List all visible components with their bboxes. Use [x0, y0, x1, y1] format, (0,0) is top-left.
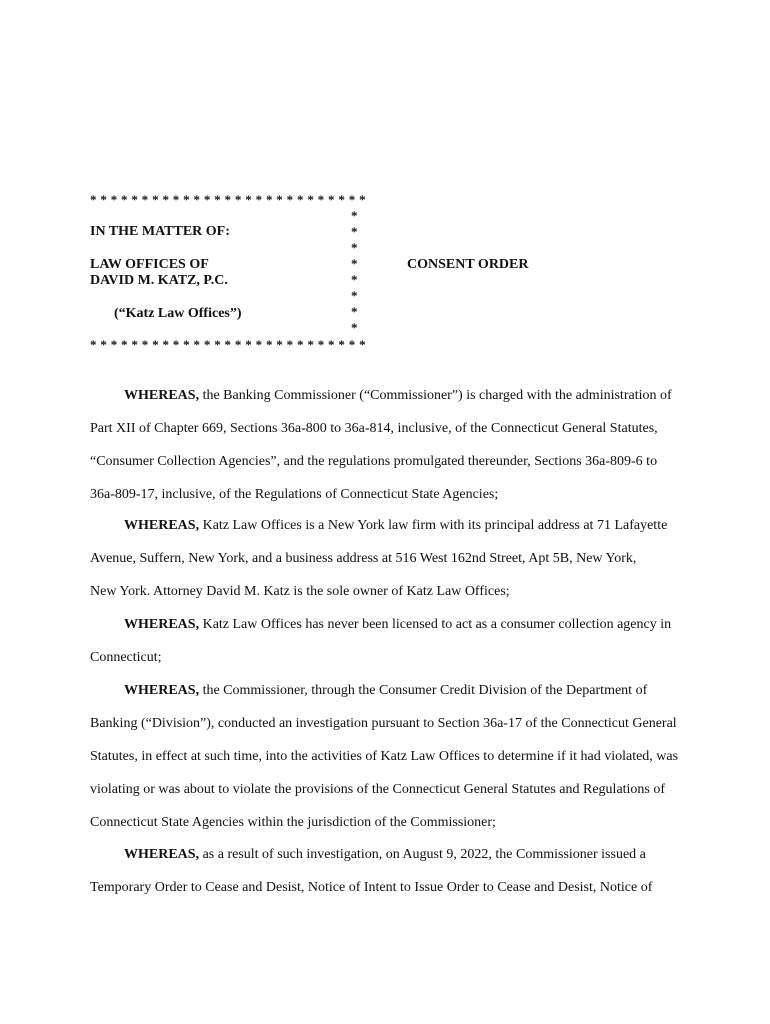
caption-divider-star: *: [351, 256, 358, 271]
paragraph-line: violating or was about to violate the provisions of the Connecticut General Statutes and Regulations of: [90, 782, 666, 797]
whereas-lead: WHEREAS,: [124, 847, 200, 862]
paragraph-line: WHEREAS, the Banking Commissioner (“Commissioner”) is charged with the administration of: [124, 388, 672, 403]
whereas-lead: WHEREAS,: [124, 617, 200, 632]
caption-divider-star: *: [351, 304, 358, 319]
document-title: CONSENT ORDER: [407, 257, 529, 272]
respondent-short-name: (“Katz Law Offices”): [114, 306, 242, 321]
paragraph-line: WHEREAS, Katz Law Offices has never been licensed to act as a consumer collection agency in: [124, 617, 672, 632]
paragraph-line: Temporary Order to Cease and Desist, Notice of Intent to Issue Order to Cease and Desist, Notice of: [90, 880, 653, 895]
caption-divider-star: *: [351, 320, 358, 335]
caption-bottom-border: * * * * * * * * * * * * * * * * * * * * * * * * * * *: [90, 337, 366, 352]
paragraph-line: New York. Attorney David M. Katz is the sole owner of Katz Law Offices;: [90, 584, 510, 599]
respondent-name-line2: DAVID M. KATZ, P.C.: [90, 273, 228, 288]
respondent-name-line1: LAW OFFICES OF: [90, 257, 209, 272]
caption-divider-star: *: [351, 208, 358, 223]
paragraph-line: Banking (“Division”), conducted an investigation pursuant to Section 36a-17 of the Connecticut General: [90, 716, 677, 731]
whereas-lead: WHEREAS,: [124, 388, 200, 403]
paragraph-line: Statutes, in effect at such time, into the activities of Katz Law Offices to determine if it had violated, was: [90, 749, 679, 764]
caption-divider-star: *: [351, 240, 358, 255]
paragraph-line: Connecticut State Agencies within the jurisdiction of the Commissioner;: [90, 815, 496, 830]
caption-divider-star: *: [351, 288, 358, 303]
paragraph-line: Part XII of Chapter 669, Sections 36a-800 to 36a-814, inclusive, of the Connecticut General Statutes,: [90, 421, 658, 436]
whereas-lead: WHEREAS,: [124, 518, 200, 533]
paragraph-line: “Consumer Collection Agencies”, and the regulations promulgated thereunder, Sections 36a-809-6 to: [90, 454, 658, 469]
paragraph-line: Connecticut;: [90, 650, 162, 665]
paragraph-line: Avenue, Suffern, New York, and a business address at 516 West 162nd Street, Apt 5B, New York,: [90, 551, 637, 566]
paragraph-line: WHEREAS, the Commissioner, through the Consumer Credit Division of the Department of: [124, 683, 648, 698]
paragraph-line: 36a-809-17, inclusive, of the Regulations of Connecticut State Agencies;: [90, 487, 499, 502]
caption-top-border: * * * * * * * * * * * * * * * * * * * * * * * * * * *: [90, 192, 366, 207]
whereas-lead: WHEREAS,: [124, 683, 200, 698]
paragraph-line: WHEREAS, as a result of such investigation, on August 9, 2022, the Commissioner issued a: [124, 847, 646, 862]
matter-label: IN THE MATTER OF:: [90, 224, 230, 239]
caption-divider-star: *: [351, 272, 358, 287]
paragraph-line: WHEREAS, Katz Law Offices is a New York law firm with its principal address at 71 Lafayette: [124, 518, 668, 533]
caption-divider-star: *: [351, 224, 358, 239]
